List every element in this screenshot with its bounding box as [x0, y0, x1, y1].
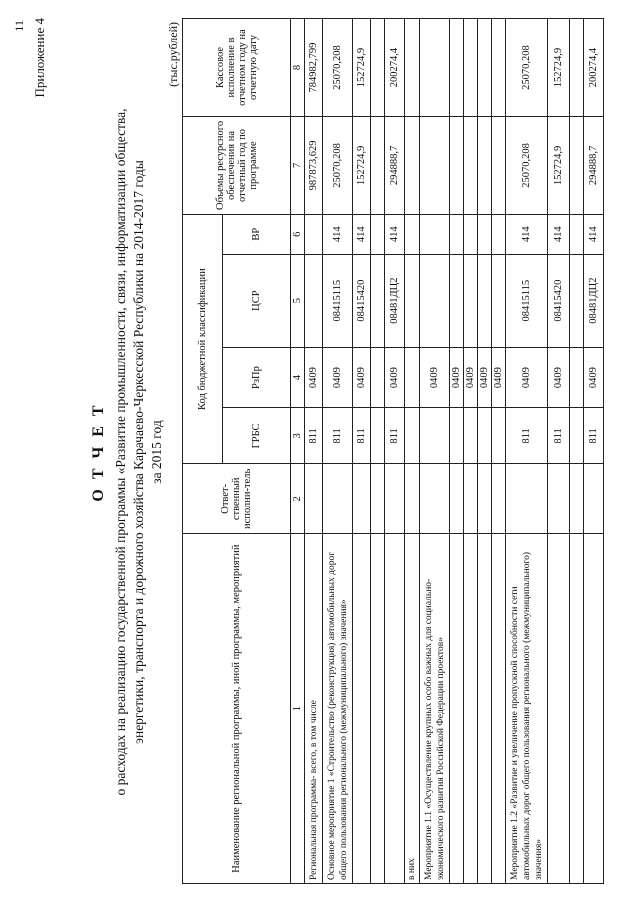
cell-name	[464, 534, 478, 884]
cell-responsible	[492, 464, 506, 534]
header-csr: ЦСР	[223, 254, 291, 347]
cell-cash: 152724,9	[353, 19, 371, 117]
cell-name	[570, 534, 584, 884]
cell-rzpr: 0409	[450, 347, 464, 408]
cell-volume: 152724,9	[353, 116, 371, 214]
cell-vr: 414	[323, 214, 353, 254]
table-row	[492, 19, 506, 884]
cell-volume	[371, 116, 385, 214]
cell-responsible	[323, 464, 353, 534]
page-number: 11	[12, 20, 26, 32]
cell-rzpr	[405, 347, 420, 408]
cell-vr	[305, 214, 323, 254]
table-row	[353, 19, 371, 884]
cell-grbs: 811	[323, 408, 353, 464]
cell-name: Мероприятие 1.1 «Осуществление крупных особо важных для социально-экономического развития Российской Федерации проектов»	[420, 534, 450, 884]
cell-responsible	[405, 464, 420, 534]
cell-rzpr: 0409	[323, 347, 353, 408]
appendix-label: Приложение 4	[32, 18, 47, 98]
cell-vr: 414	[584, 214, 604, 254]
cell-rzpr: 0409	[548, 347, 570, 408]
cell-name	[492, 534, 506, 884]
table-row	[371, 19, 385, 884]
table-row	[464, 19, 478, 884]
table-row	[478, 19, 492, 884]
cell-rzpr	[570, 347, 584, 408]
cell-csr	[305, 254, 323, 347]
cell-responsible	[450, 464, 464, 534]
cell-vr: 414	[506, 214, 548, 254]
cell-volume: 294888,7	[584, 116, 604, 214]
cell-cash	[450, 19, 464, 117]
cell-rzpr: 0409	[492, 347, 506, 408]
cell-grbs	[478, 408, 492, 464]
cell-vr	[420, 214, 450, 254]
cell-name	[478, 534, 492, 884]
cell-cash: 152724,9	[548, 19, 570, 117]
cell-responsible	[584, 464, 604, 534]
cell-volume: 152724,9	[548, 116, 570, 214]
cell-responsible	[305, 464, 323, 534]
units-label: (тыс.рублей)	[166, 22, 180, 87]
cell-name: Мероприятие 1.2 «Развитие и увеличение пропускной способности сети автомобильных дорог общего пользования регионального (межмуниципального) значения»	[506, 534, 548, 884]
cell-volume: 294888,7	[385, 116, 405, 214]
cell-vr: 414	[385, 214, 405, 254]
cell-rzpr: 0409	[353, 347, 371, 408]
cell-cash	[570, 19, 584, 117]
cell-cash: 200274,4	[584, 19, 604, 117]
col-number: 5	[291, 254, 305, 347]
col-number: 4	[291, 347, 305, 408]
cell-grbs: 811	[584, 408, 604, 464]
report-subtitle-line: за 2015 год	[149, 420, 164, 484]
cell-grbs: 811	[305, 408, 323, 464]
header-volume: Объемы ресурсного обеспечения на отчетный год по программе	[183, 116, 291, 214]
cell-name	[450, 534, 464, 884]
cell-name: Региональная программа- всего, в том числе	[305, 534, 323, 884]
cell-responsible	[478, 464, 492, 534]
cell-vr	[405, 214, 420, 254]
cell-name	[584, 534, 604, 884]
cell-rzpr	[371, 347, 385, 408]
table-row	[506, 19, 548, 884]
cell-volume	[478, 116, 492, 214]
cell-vr	[478, 214, 492, 254]
cell-name: Основное мероприятие 1 «Строительство (реконструкция) автомобильных дорог общего пользования регионального (межмуниципального) значения»	[323, 534, 353, 884]
cell-csr	[420, 254, 450, 347]
cell-rzpr: 0409	[305, 347, 323, 408]
cell-name: в них	[405, 534, 420, 884]
table-row	[548, 19, 570, 884]
table-row	[405, 19, 420, 884]
cell-vr: 414	[548, 214, 570, 254]
cell-grbs	[371, 408, 385, 464]
header-cash: Кассовое исполнение в отчетном году на отчетную дату	[183, 19, 291, 117]
report-subtitle-line: энергетики, транспорта и дорожного хозяйства Карачаево-Черкесской Республики на 2014-2017 годы	[131, 160, 146, 744]
cell-responsible	[548, 464, 570, 534]
table-row	[584, 19, 604, 884]
table-row	[305, 19, 323, 884]
cell-responsible	[420, 464, 450, 534]
cell-responsible	[385, 464, 405, 534]
cell-volume	[420, 116, 450, 214]
cell-grbs	[405, 408, 420, 464]
cell-vr: 414	[353, 214, 371, 254]
cell-volume: 25070,208	[506, 116, 548, 214]
cell-volume	[492, 116, 506, 214]
report-table	[182, 18, 604, 884]
cell-csr: 08415115	[323, 254, 353, 347]
cell-grbs: 811	[506, 408, 548, 464]
cell-vr	[570, 214, 584, 254]
cell-csr: 08481ДЦ2	[385, 254, 405, 347]
cell-volume	[570, 116, 584, 214]
cell-grbs	[492, 408, 506, 464]
table-body	[305, 19, 604, 884]
cell-csr: 08415115	[506, 254, 548, 347]
table-row	[323, 19, 353, 884]
cell-csr: 08415420	[353, 254, 371, 347]
cell-cash: 784982,799	[305, 19, 323, 117]
table-row	[450, 19, 464, 884]
cell-volume	[450, 116, 464, 214]
table-row	[570, 19, 584, 884]
cell-volume	[405, 116, 420, 214]
col-number: 7	[291, 116, 305, 214]
cell-rzpr: 0409	[478, 347, 492, 408]
cell-grbs	[570, 408, 584, 464]
cell-rzpr: 0409	[385, 347, 405, 408]
cell-responsible	[570, 464, 584, 534]
cell-csr	[371, 254, 385, 347]
cell-vr	[492, 214, 506, 254]
cell-name	[371, 534, 385, 884]
cell-responsible	[464, 464, 478, 534]
col-number: 3	[291, 408, 305, 464]
cell-csr	[464, 254, 478, 347]
cell-csr	[478, 254, 492, 347]
cell-cash	[492, 19, 506, 117]
cell-volume: 987873,629	[305, 116, 323, 214]
cell-vr	[450, 214, 464, 254]
cell-csr	[405, 254, 420, 347]
rotated-report-sheet	[10, 12, 630, 892]
col-number: 2	[291, 464, 305, 534]
header-name: Наименование региональной программы, иной программы, мероприятий	[183, 534, 291, 884]
cell-cash: 25070,208	[506, 19, 548, 117]
cell-cash	[464, 19, 478, 117]
header-grbs: ГРБС	[223, 408, 291, 464]
cell-cash	[371, 19, 385, 117]
cell-grbs: 811	[385, 408, 405, 464]
cell-responsible	[506, 464, 548, 534]
cell-csr: 08481ДЦ2	[584, 254, 604, 347]
cell-grbs: 811	[353, 408, 371, 464]
cell-cash: 25070,208	[323, 19, 353, 117]
cell-cash: 200274,4	[385, 19, 405, 117]
header-vr: ВР	[223, 214, 291, 254]
cell-cash	[420, 19, 450, 117]
cell-rzpr: 0409	[584, 347, 604, 408]
cell-name	[353, 534, 371, 884]
cell-vr	[371, 214, 385, 254]
report-title: О Т Ч Е Т	[90, 402, 107, 502]
col-number: 6	[291, 214, 305, 254]
cell-csr: 08415420	[548, 254, 570, 347]
header-budget-code: Код бюджетной классификации	[183, 214, 223, 463]
cell-grbs	[450, 408, 464, 464]
cell-rzpr: 0409	[420, 347, 450, 408]
header-responsible: Ответ-ственный исполни-тель	[183, 464, 291, 534]
table-row	[420, 19, 450, 884]
cell-csr	[450, 254, 464, 347]
report-subtitle-line: о расходах на реализацию государственной программы «Развитие промышленности, связи, информатизации общества,	[113, 108, 128, 796]
cell-name	[548, 534, 570, 884]
col-number: 1	[291, 534, 305, 884]
cell-csr	[492, 254, 506, 347]
cell-responsible	[353, 464, 371, 534]
cell-grbs: 811	[548, 408, 570, 464]
cell-rzpr: 0409	[506, 347, 548, 408]
cell-cash	[478, 19, 492, 117]
cell-csr	[570, 254, 584, 347]
cell-volume: 25070,208	[323, 116, 353, 214]
cell-cash	[405, 19, 420, 117]
cell-volume	[464, 116, 478, 214]
cell-responsible	[371, 464, 385, 534]
cell-grbs	[464, 408, 478, 464]
cell-rzpr: 0409	[464, 347, 478, 408]
header-rzpr: РзПр	[223, 347, 291, 408]
cell-vr	[464, 214, 478, 254]
col-number: 8	[291, 19, 305, 117]
cell-grbs	[420, 408, 450, 464]
table-row	[385, 19, 405, 884]
cell-name	[385, 534, 405, 884]
